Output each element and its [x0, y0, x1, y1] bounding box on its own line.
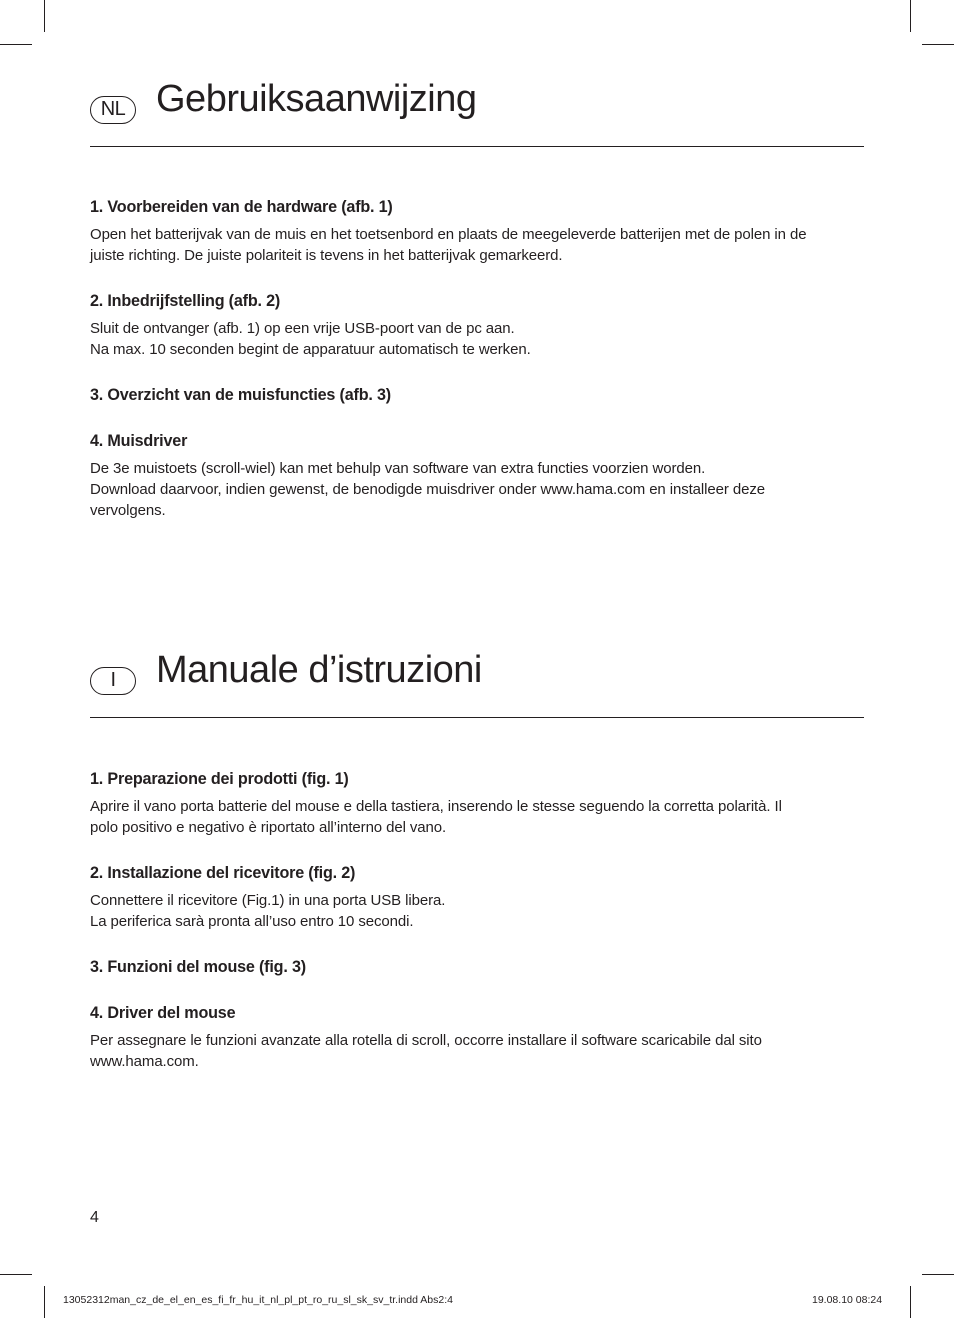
- subsection-3: [90, 384, 864, 406]
- text-line: Open het batterijvak van de muis en het toetsenbord en plaats de meegeleverde batterijen met de polen in de: [90, 226, 807, 243]
- text-line: Connettere il ricevitore (Fig.1) in una porta USB libera.: [90, 892, 446, 909]
- section-title: Manuale d’istruzioni: [156, 649, 482, 691]
- subsection-heading: 4. Driver del mouse: [90, 1003, 236, 1022]
- subsection-text: [90, 224, 864, 266]
- crop-mark-top-right-horizontal: [922, 44, 954, 45]
- subsection-2: [90, 290, 864, 360]
- section-header: [90, 78, 864, 146]
- subsection-text: [90, 458, 864, 521]
- text-line: La periferica sarà pronta all’uso entro 10 secondi.: [90, 913, 414, 930]
- subsection-heading: 3. Funzioni del mouse (fig. 3): [90, 957, 306, 976]
- section-title: Gebruiksaanwijzing: [156, 78, 477, 120]
- section-italian: [90, 649, 864, 1070]
- text-line: De 3e muistoets (scroll-wiel) kan met behulp van software van extra functies voorzien worden.: [90, 460, 706, 477]
- language-badge-it: I: [90, 667, 136, 695]
- section-header: [90, 649, 864, 717]
- subsection-heading: 4. Muisdriver: [90, 431, 188, 450]
- title-rule: [90, 146, 864, 147]
- subsection-2: [90, 862, 864, 932]
- subsection-text: [90, 318, 864, 360]
- footer-datetime: 19.08.10 08:24: [812, 1294, 883, 1306]
- crop-mark-bottom-right-vertical: [910, 1286, 911, 1318]
- crop-mark-bottom-left-horizontal: [0, 1274, 32, 1275]
- crop-mark-top-left-horizontal: [0, 44, 32, 45]
- subsection-3: [90, 956, 864, 978]
- text-line: Na max. 10 seconden begint de apparatuur automatisch te werken.: [90, 341, 531, 358]
- subsection-heading: 2. Installazione del ricevitore (fig. 2): [90, 863, 356, 882]
- section-dutch: [90, 78, 864, 519]
- subsection-1: [90, 768, 864, 838]
- subsection-4: [90, 430, 864, 521]
- text-line: Download daarvoor, indien gewenst, de benodigde muisdriver onder www.hama.com en installeer deze: [90, 481, 765, 498]
- text-line: juiste richting. De juiste polariteit is tevens in het batterijvak gemarkeerd.: [90, 247, 563, 264]
- subsection-text: [90, 796, 864, 838]
- subsection-heading: 1. Preparazione dei prodotti (fig. 1): [90, 769, 349, 788]
- language-badge-nl: NL: [90, 96, 136, 124]
- text-line: Aprire il vano porta batterie del mouse e della tastiera, inserendo le stesse seguendo la corretta polarità. Il: [90, 798, 782, 815]
- text-line: www.hama.com.: [90, 1053, 199, 1070]
- crop-mark-bottom-right-horizontal: [922, 1274, 954, 1275]
- subsection-heading: 3. Overzicht van de muisfuncties (afb. 3): [90, 385, 391, 404]
- text-line: Sluit de ontvanger (afb. 1) op een vrije USB-poort van de pc aan.: [90, 320, 515, 337]
- title-rule: [90, 717, 864, 718]
- subsection-1: [90, 196, 864, 266]
- page-number: 4: [90, 1209, 99, 1226]
- subsection-text: [90, 890, 864, 932]
- crop-mark-bottom-left-vertical: [44, 1286, 45, 1318]
- crop-mark-top-right-vertical: [910, 0, 911, 32]
- footer-filename: 13052312man_cz_de_el_en_es_fi_fr_hu_it_nl_pl_pt_ro_ru_sl_sk_sv_tr.indd Abs2:4: [63, 1294, 453, 1306]
- subsection-4: [90, 1002, 864, 1072]
- subsection-text: [90, 1030, 864, 1072]
- subsection-heading: 2. Inbedrijfstelling (afb. 2): [90, 291, 281, 310]
- text-line: Per assegnare le funzioni avanzate alla rotella di scroll, occorre installare il software scaricabile dal sito: [90, 1032, 762, 1049]
- subsection-heading: 1. Voorbereiden van de hardware (afb. 1): [90, 197, 393, 216]
- crop-mark-top-left-vertical: [44, 0, 45, 32]
- text-line: polo positivo e negativo è riportato all’interno del vano.: [90, 819, 447, 836]
- text-line: vervolgens.: [90, 502, 166, 519]
